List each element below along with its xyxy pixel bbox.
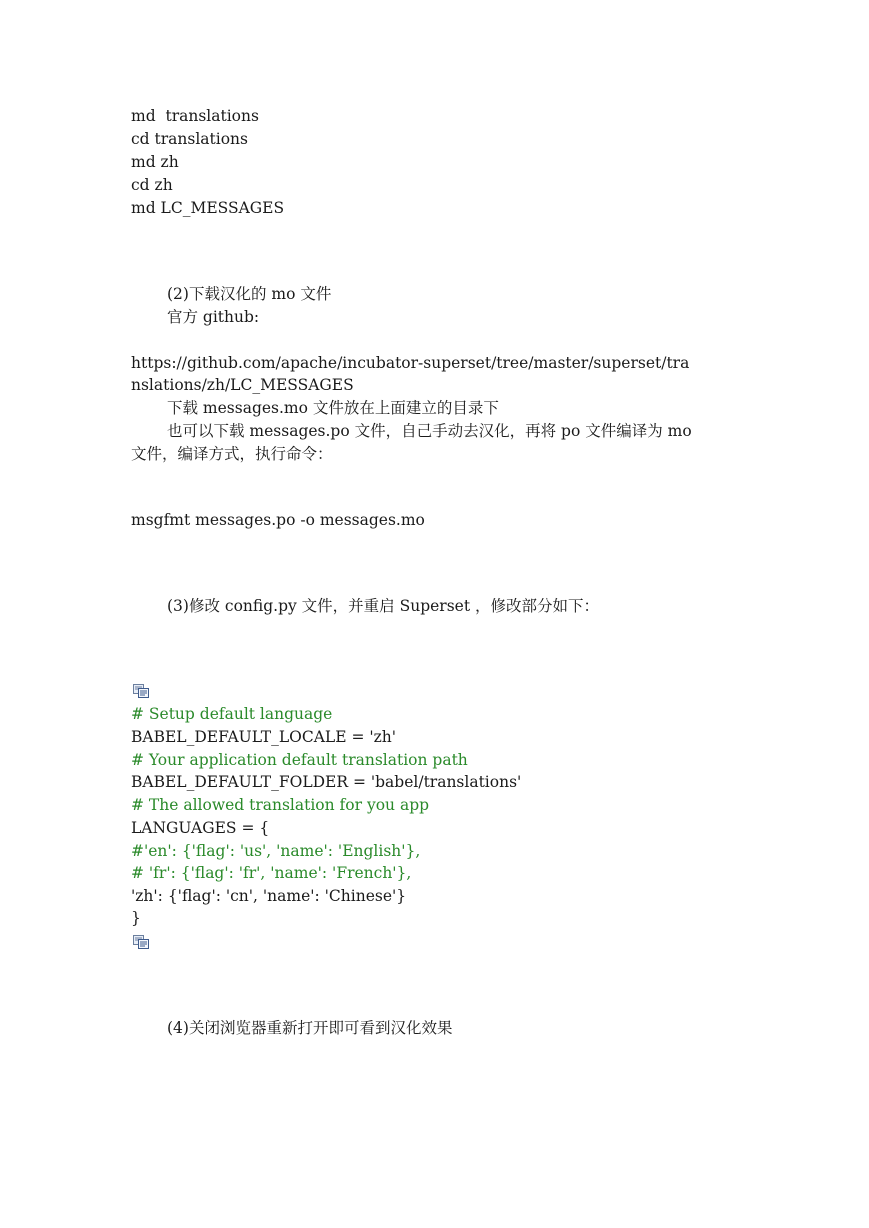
copy-code-icon[interactable] bbox=[133, 684, 150, 698]
github-url-line[interactable]: nslations/zh/LC_MESSAGES bbox=[131, 376, 354, 394]
code-line: } bbox=[131, 909, 141, 927]
code-comment-line: # The allowed translation for you app bbox=[131, 796, 430, 814]
command-line: md LC_MESSAGES bbox=[131, 199, 285, 217]
code-comment-line: # Setup default language bbox=[131, 705, 333, 723]
github-label: 官方 github: bbox=[167, 308, 260, 326]
code-line: LANGUAGES = { bbox=[131, 819, 270, 837]
code-comment-line: #'en': {'flag': 'us', 'name': 'English'}, bbox=[131, 842, 421, 860]
code-line: 'zh': {'flag': 'cn', 'name': 'Chinese'} bbox=[131, 887, 407, 905]
code-line: BABEL_DEFAULT_FOLDER = 'babel/translations' bbox=[131, 773, 522, 791]
alt-text: 文件，编译方式，执行命令： bbox=[131, 445, 333, 463]
command-line: cd zh bbox=[131, 176, 173, 194]
step3-heading: (3)修改 config.py 文件，并重启 Superset ，修改部分如下： bbox=[167, 597, 599, 615]
command-line: cd translations bbox=[131, 130, 248, 148]
step2-heading: (2)下载汉化的 mo 文件 bbox=[167, 285, 332, 303]
copy-code-icon[interactable] bbox=[133, 935, 150, 949]
github-url-line[interactable]: https://github.com/apache/incubator-superset/tree/master/superset/tra bbox=[131, 354, 690, 372]
step4-heading: (4)关闭浏览器重新打开即可看到汉化效果 bbox=[167, 1019, 453, 1037]
alt-text: 也可以下载 messages.po 文件，自己手动去汉化，再将 po 文件编译为 mo bbox=[167, 422, 692, 440]
code-comment-line: # 'fr': {'flag': 'fr', 'name': 'French'}, bbox=[131, 864, 412, 882]
command-line: md zh bbox=[131, 153, 179, 171]
download-text: 下载 messages.mo 文件放在上面建立的目录下 bbox=[167, 399, 499, 417]
command-line: md translations bbox=[131, 107, 259, 125]
code-line: BABEL_DEFAULT_LOCALE = 'zh' bbox=[131, 728, 397, 746]
msgfmt-command: msgfmt messages.po -o messages.mo bbox=[131, 511, 425, 529]
code-comment-line: # Your application default translation path bbox=[131, 751, 468, 769]
